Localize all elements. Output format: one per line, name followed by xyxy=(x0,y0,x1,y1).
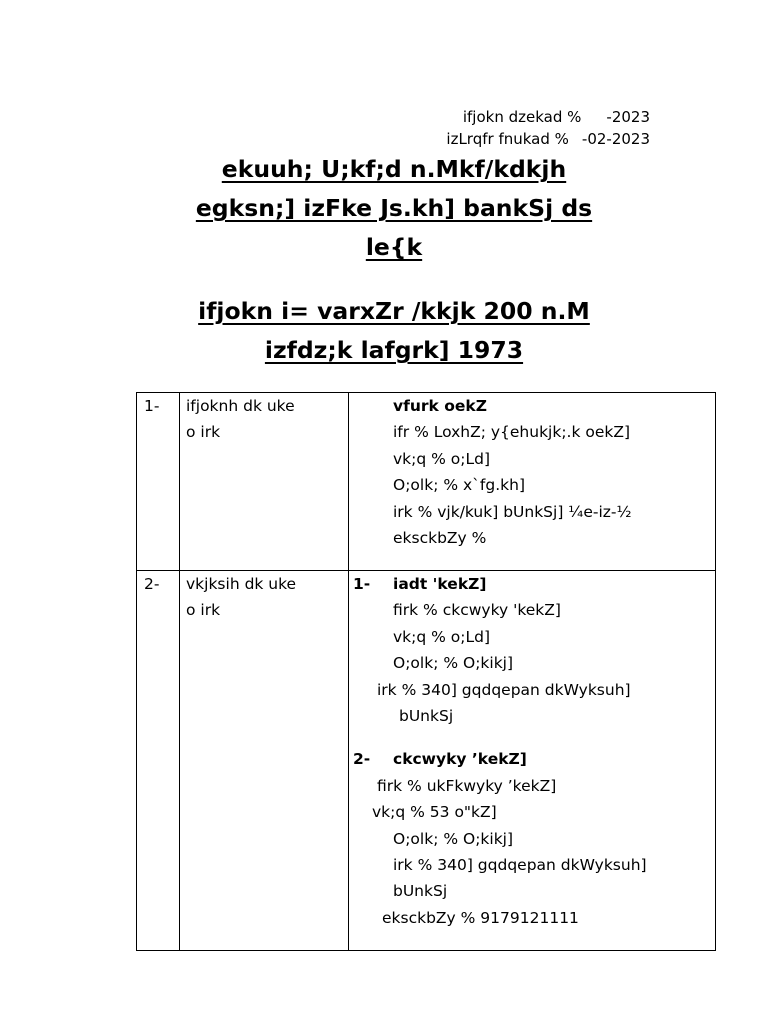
presentation-date-value: -02-2023 xyxy=(581,130,650,148)
party-detail: firk % ckcwyky 'kekZ] xyxy=(393,601,561,620)
party-heading xyxy=(349,571,715,597)
party-detail: irk % vjk/kuk] bUnkSj] ¼e-iz-½ xyxy=(393,502,632,521)
row-label-line: o irk xyxy=(186,423,221,442)
court-title-line-1: ekuuh; U;kf;d n.Mkf/kdkjh xyxy=(221,155,567,183)
presentation-date-label: izLrqfr fnukad % xyxy=(446,130,569,148)
party-detail: vk;q % 53 o"kZ] xyxy=(372,803,497,822)
party-detail: bUnkSj xyxy=(393,882,448,901)
party-detail: irk % 340] gqdqepan dkWyksuh] xyxy=(377,680,631,699)
party-detail: firk % ukFkwyky ’kekZ] xyxy=(377,776,557,795)
party-detail: ifr % LoxhZ; y{ehukjk;.k oekZ] xyxy=(393,423,631,442)
row-number: 2- xyxy=(137,571,180,951)
party-detail: vk;q % o;Ld] xyxy=(393,627,491,646)
party-heading xyxy=(349,746,715,772)
row-label xyxy=(180,571,349,951)
parties-table xyxy=(136,392,716,951)
party-detail: O;olk; % O;kikj] xyxy=(393,829,514,848)
party-detail: O;olk; % x`fg.kh] xyxy=(393,476,525,495)
row-label-line: ifjoknh dk uke xyxy=(186,397,295,415)
complaint-date-value: -2023 xyxy=(606,108,650,126)
row-label-line: o irk xyxy=(186,601,221,620)
party-detail: eksckbZy % xyxy=(393,529,487,548)
party-detail: O;olk; % O;kikj] xyxy=(393,654,514,673)
row-label xyxy=(180,393,349,571)
table-row xyxy=(137,393,716,571)
party-details xyxy=(349,571,716,951)
row-label-line: vkjksih dk uke xyxy=(186,575,297,593)
party-name: ckcwyky ’kekZ] xyxy=(393,750,527,769)
party-detail: bUnkSj xyxy=(399,707,454,726)
party-index: 1- xyxy=(353,575,371,593)
party-detail: vk;q % o;Ld] xyxy=(393,449,491,468)
party-details xyxy=(349,393,716,571)
party-name: iadt 'kekZ] xyxy=(393,575,487,593)
court-title-line-3: le{k xyxy=(365,233,423,261)
complaint-date-line xyxy=(0,108,650,126)
row-number: 1- xyxy=(137,393,180,571)
party-detail: irk % 340] gqdqepan dkWyksuh] xyxy=(393,856,647,875)
presentation-date-line xyxy=(0,130,650,148)
party-name: vfurk oekZ xyxy=(393,397,487,415)
complaint-date-label: ifjokn dzekad % xyxy=(462,108,582,126)
complaint-title-line-1: ifjokn i= varxZr /kkjk 200 n.M xyxy=(198,297,590,325)
table-row xyxy=(137,571,716,951)
complaint-title-line-2: izfdz;k lafgrk] 1973 xyxy=(264,336,524,364)
court-title-line-2: egksn;] izFke Js.kh] bankSj ds xyxy=(195,194,593,222)
party-detail: eksckbZy % 9179121111 xyxy=(382,908,579,927)
party-index: 2- xyxy=(353,750,371,769)
